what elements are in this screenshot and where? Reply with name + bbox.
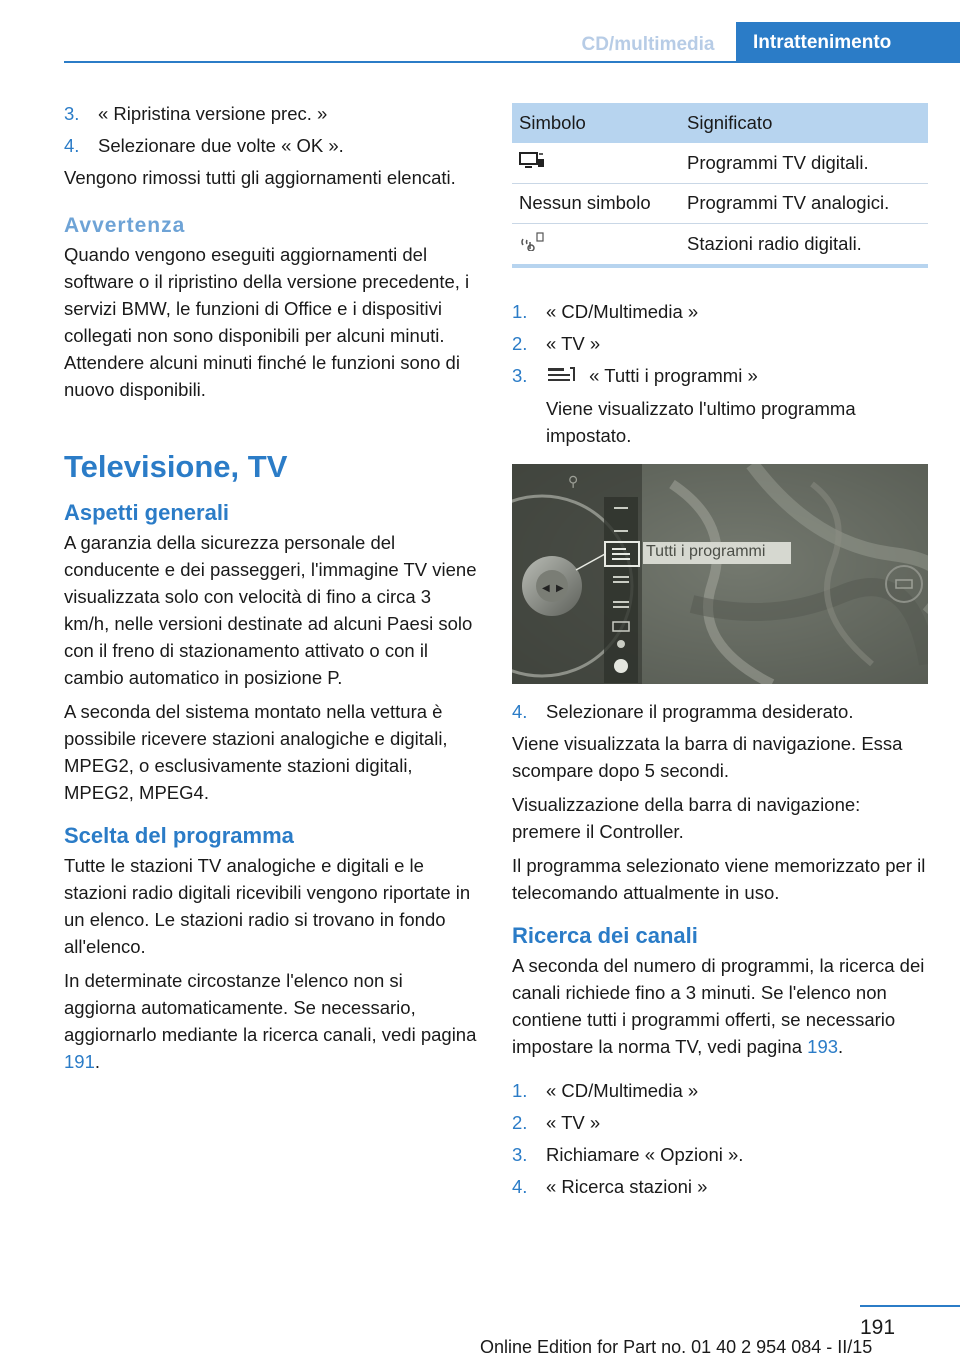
radio-digital-icon (519, 231, 545, 256)
list-item (512, 298, 928, 325)
program-list-icon (546, 364, 576, 391)
left-column (64, 100, 478, 1082)
list-subtext: Viene visualizzato l'ultimo programma impostato. (546, 397, 856, 446)
list-item (512, 1109, 928, 1136)
table-cell-meaning: Programmi TV analogici. (680, 183, 928, 223)
list-number: 4. (512, 1175, 528, 1197)
tv-digital-icon (519, 150, 545, 175)
section-heading-search: Ricerca dei canali (512, 922, 698, 948)
svg-text:◀: ◀ (542, 582, 550, 594)
list-text: « Ripristina versione prec. » (98, 103, 328, 124)
list-item (64, 100, 478, 127)
page-number: 191 (860, 1316, 896, 1339)
table-header-symbol: Simbolo (512, 103, 680, 143)
list-text: « CD/Multimedia » (546, 301, 699, 322)
paragraph-search (512, 952, 928, 1060)
edition-note: Online Edition for Part no. 01 40 2 954 084 - II/15 (480, 1337, 873, 1357)
list-number: 1. (512, 301, 528, 322)
list-item (512, 1077, 928, 1104)
table-row (512, 223, 928, 266)
list-number: 1. (512, 1079, 528, 1101)
paragraph-nav-1: Viene visualizzata la barra di navigazione. Essa scompare dopo 5 secondi. (512, 732, 903, 781)
list-number: 3. (512, 1143, 528, 1165)
table-cell-symbol (512, 143, 680, 183)
header-section-title: CD/multimedia (581, 34, 715, 55)
table-row (512, 143, 928, 183)
table-header-meaning: Significato (680, 103, 928, 143)
paragraph-program-1: Tutte le stazioni TV analogiche e digitali e le stazioni radio digitali ricevibili vengono riportate in un elenco. Le stazioni radio si trovano in fondo all'elenco. (64, 855, 471, 957)
paragraph-nav-3: Il programma selezionato viene memorizzato per il telecomando attualmente in uso. (512, 854, 926, 903)
list-number: 2. (512, 333, 528, 354)
list-number: 3. (64, 103, 80, 124)
table-cell-symbol: Nessun simbolo (512, 183, 680, 223)
paragraph-program-2 (64, 967, 478, 1075)
list-text: Selezionare due volte « OK ». (98, 135, 344, 156)
warning-heading: Avvertenza (64, 214, 186, 237)
paragraph-end: . (838, 1035, 844, 1057)
list-text: « TV » (546, 333, 601, 354)
list-text: « CD/Multimedia » (546, 1079, 699, 1101)
list-item (512, 1173, 928, 1200)
page-link-191[interactable]: 191 (64, 1051, 95, 1072)
symbol-table (512, 103, 928, 268)
warning-text: Quando vengono eseguiti aggiornamenti del software o il ripristino della versione precedente, i servizi BMW, le funzioni di Office e i dispositivi collegati non sono disponibili per alcuni minuti. Attendere alcuni minuti finché le funzioni sono di nuovo disponibili. (64, 244, 470, 400)
list-number: 4. (512, 700, 528, 722)
table-cell-symbol (512, 223, 680, 266)
list-text: « TV » (546, 1111, 601, 1133)
list-text: Richiamare « Opzioni ». (546, 1143, 744, 1165)
header-rule (64, 61, 960, 63)
table-row (512, 183, 928, 223)
svg-text:▶: ▶ (556, 582, 564, 594)
section-heading-general: Aspetti generali (64, 500, 230, 525)
list-item (512, 362, 928, 449)
list-number: 2. (512, 1111, 528, 1133)
tv-screen-image (512, 464, 928, 684)
list-text: « Ricerca stazioni » (546, 1175, 708, 1197)
table-cell-meaning: Programmi TV digitali. (680, 143, 928, 183)
page-link-193[interactable]: 193 (807, 1035, 839, 1057)
header-chapter-tab: Intrattenimento (736, 22, 960, 63)
list-item (512, 1141, 928, 1168)
screen-label: Tutti i programmi (646, 542, 766, 560)
table-header-row (512, 103, 928, 143)
list-text: Selezionare il programma desiderato. (546, 700, 854, 722)
list-item (512, 698, 928, 725)
paragraph-general-2: A seconda del sistema montato nella vettura è possibile ricevere stazioni analogiche e digitali, MPEG2, o esclusivamente stazioni digitali, MPEG2, MPEG4. (64, 701, 448, 803)
paragraph-general-1: A garanzia della sicurezza personale del conducente e dei passeggeri, l'immagine TV viene visualizzata solo con velocità di fino a circa 3 km/h, nelle versioni destinate ad alcuni Paesi solo con il freno di stazionamento attivato o con il cambio automatico in posizione P. (64, 532, 477, 688)
paragraph-nav-2: Visualizzazione della barra di navigazione: premere il Controller. (512, 793, 861, 842)
list-number: 4. (64, 135, 80, 156)
svg-text:⚲: ⚲ (568, 473, 579, 490)
list-item (64, 132, 478, 159)
paragraph-end: . (94, 1051, 101, 1072)
paragraph-text: In determinate circostanze l'elenco non si aggiorna automaticamente. Se necessario, aggiornarlo mediante la ricerca canali, vedi pagina (64, 970, 477, 1045)
list-text: « Tutti i programmi » (589, 365, 758, 386)
section-heading-program: Scelta del programma (64, 823, 294, 848)
list-item (512, 330, 928, 357)
footer-rule (860, 1305, 960, 1307)
table-cell-meaning: Stazioni radio digitali. (680, 223, 928, 266)
paragraph-updates-removed: Vengono rimossi tutti gli aggiornamenti elencati. (64, 167, 456, 188)
list-number: 3. (512, 365, 528, 386)
right-column (512, 103, 928, 1205)
paragraph-text: A seconda del numero di programmi, la ricerca dei canali richiede fino a 3 minuti. Se l'elenco non contiene tutti i programmi offerti, se necessario impostare la norma TV, vedi pagina (512, 954, 925, 1057)
chapter-title: Televisione, TV (64, 449, 288, 484)
